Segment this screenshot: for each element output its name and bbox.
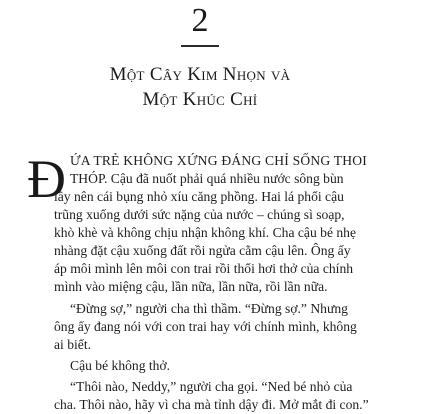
chapter-title-line-1: Một Cây Kim Nhọn và	[109, 64, 291, 85]
chapter-title-line-2: Một Khúc Chỉ	[142, 89, 258, 110]
body-line-13: “Thôi nào, Neddy,” người cha gọi. “Ned bé nhỏ của	[70, 379, 353, 394]
body-line-8: mình vào miệng cậu, lần nữa, lần nữa, rồi lần nữa.	[54, 279, 328, 294]
body-line-11: ai biết.	[54, 337, 91, 352]
body-line-5: khò khè và không chịu nhận không khí. Cha cậu bé nhẹ	[54, 225, 357, 240]
body-line-4: trũng xuống dưới sức nặng của nước – chúng sì soạp,	[54, 207, 345, 222]
chapter-title	[0, 62, 400, 112]
chapter-divider	[181, 45, 219, 47]
body-line-14: cha. Thôi nào, hãy vì cha mà tỉnh dậy đi. Mở mắt đi con.”	[54, 397, 369, 412]
drop-cap: Đ	[27, 149, 66, 209]
body-line-6: nhàng đặt cậu xuống đất rồi ngửa cằm cậu lên. Ông ấy	[54, 243, 351, 258]
body-line-3: lầy nên cái bụng nhỏ xíu căng phồng. Hai lá phổi cậu	[54, 189, 344, 204]
body-line-7: áp môi mình lên môi con trai rồi thổi hơi thở của chính	[54, 261, 354, 276]
body-line-2: THÓP. Cậu đã nuốt phải quá nhiều nước sông bùn	[70, 171, 344, 186]
body-line-9: “Đừng sợ,” người cha thì thầm. “Đừng sợ.” Nhưng	[70, 301, 348, 316]
chapter-number: 2	[191, 2, 209, 39]
body-line-12: Cậu bé không thở.	[70, 358, 171, 373]
body-line-10: ông ấy đang nói với con trai hay với chính mình, không	[54, 319, 357, 334]
body-line-1: ỨA TRẺ KHÔNG XỨNG ĐÁNG CHỈ SỐNG THOI	[70, 153, 368, 168]
